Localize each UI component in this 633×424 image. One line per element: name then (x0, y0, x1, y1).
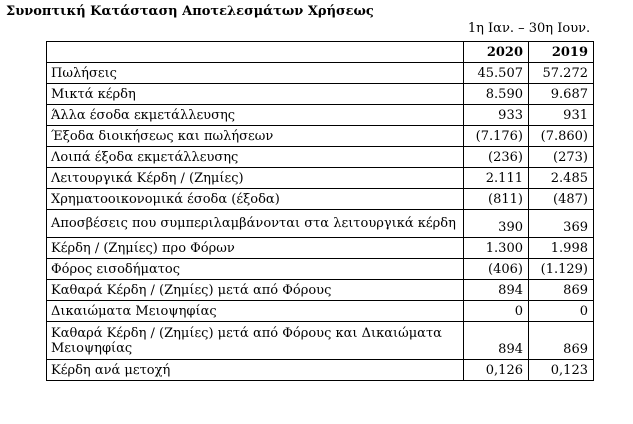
table-row (47, 63, 594, 84)
table-header-row (47, 42, 594, 63)
value-2020: 45.507 (464, 63, 529, 84)
value-2020: 0,126 (464, 360, 529, 381)
table-row (47, 259, 594, 280)
table-row (47, 84, 594, 105)
value-2020: 0 (464, 301, 529, 322)
income-statement-table (46, 41, 594, 381)
value-2019: (487) (529, 189, 594, 210)
table-row (47, 210, 594, 238)
row-label: Λειτουργικά Κέρδη / (Ζημίες) (47, 168, 464, 189)
row-label: Καθαρά Κέρδη / (Ζημίες) μετά από Φόρους και Δικαιώματα Μειοψηφίας (47, 322, 464, 360)
value-2019: (1.129) (529, 259, 594, 280)
row-label: Έξοδα διοικήσεως και πωλήσεων (47, 126, 464, 147)
table-row (47, 189, 594, 210)
row-label: Δικαιώματα Μειοψηφίας (47, 301, 464, 322)
value-2019: 1.998 (529, 238, 594, 259)
table-row (47, 238, 594, 259)
row-label: Άλλα έσοδα εκμετάλλευσης (47, 105, 464, 126)
value-2019: 869 (529, 322, 594, 360)
row-label: Φόρος εισοδήματος (47, 259, 464, 280)
table-row (47, 126, 594, 147)
header-year-2020: 2020 (464, 42, 529, 63)
value-2019: 369 (529, 210, 594, 238)
table-row (47, 360, 594, 381)
value-2020: 894 (464, 280, 529, 301)
value-2020: 2.111 (464, 168, 529, 189)
table-row (47, 147, 594, 168)
row-label: Λοιπά έξοδα εκμετάλλευσης (47, 147, 464, 168)
value-2020: (406) (464, 259, 529, 280)
value-2019: 931 (529, 105, 594, 126)
value-2019: (273) (529, 147, 594, 168)
value-2019: (7.860) (529, 126, 594, 147)
value-2020: 390 (464, 210, 529, 238)
row-label: Μικτά κέρδη (47, 84, 464, 105)
row-label: Κέρδη ανά μετοχή (47, 360, 464, 381)
value-2019: 0 (529, 301, 594, 322)
value-2020: (811) (464, 189, 529, 210)
row-label: Χρηματοοικονομικά έσοδα (έξοδα) (47, 189, 464, 210)
row-label: Καθαρά Κέρδη / (Ζημίες) μετά από Φόρους (47, 280, 464, 301)
value-2019: 869 (529, 280, 594, 301)
table-row (47, 280, 594, 301)
value-2020: 8.590 (464, 84, 529, 105)
row-label: Αποσβέσεις που συμπεριλαμβάνονται στα λειτουργικά κέρδη (47, 210, 464, 238)
statement-title: Συνοπτική Κατάσταση Αποτελεσμάτων Χρήσεως (6, 4, 374, 19)
value-2020: (236) (464, 147, 529, 168)
table-row (47, 301, 594, 322)
value-2019: 9.687 (529, 84, 594, 105)
row-label: Πωλήσεις (47, 63, 464, 84)
table-row (47, 105, 594, 126)
period-label: 1η Ιαν. – 30η Ιουν. (467, 21, 591, 36)
value-2020: (7.176) (464, 126, 529, 147)
row-label: Κέρδη / (Ζημίες) προ Φόρων (47, 238, 464, 259)
table-row (47, 322, 594, 360)
value-2019: 57.272 (529, 63, 594, 84)
value-2019: 0,123 (529, 360, 594, 381)
value-2020: 933 (464, 105, 529, 126)
value-2020: 894 (464, 322, 529, 360)
value-2019: 2.485 (529, 168, 594, 189)
header-label-cell (47, 42, 464, 63)
table-row (47, 168, 594, 189)
header-year-2019: 2019 (529, 42, 594, 63)
value-2020: 1.300 (464, 238, 529, 259)
